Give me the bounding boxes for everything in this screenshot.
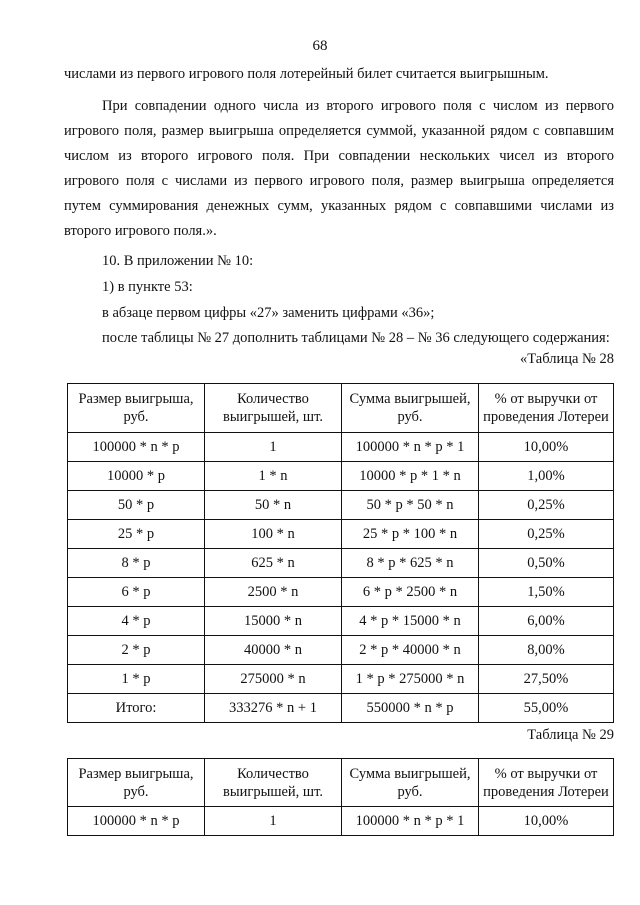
list-item-1: 1) в пункте 53:	[102, 279, 193, 295]
table-cell: 55,00%	[479, 694, 614, 723]
table-cell: 6 * p	[68, 578, 205, 607]
paragraph-line: числами из первого игрового поля лотерейный билет считается выигрышным.	[64, 66, 549, 82]
table-caption: «Таблица № 28	[520, 351, 614, 367]
table-caption: Таблица № 29	[527, 727, 614, 743]
table-28	[67, 383, 614, 723]
table-cell: 50 * n	[205, 491, 342, 520]
paragraph-line: после таблицы № 27 дополнить таблицами № 28 – № 36 следующего содержания:	[102, 330, 610, 346]
table-cell: 0,25%	[479, 520, 614, 549]
paragraph-line: путем суммирования денежных сумм, указанных рядом с совпавшими числами из	[64, 198, 614, 214]
table-cell: 275000 * n	[205, 665, 342, 694]
table-row	[68, 520, 614, 549]
paragraph-line: игрового поля с числами из первого игрового поля, размер выигрыша определяется	[64, 173, 614, 189]
header-cell: % от выручки от проведения Лотереи	[479, 759, 614, 807]
table-cell: 550000 * n * p	[342, 694, 479, 723]
table-cell: 27,50%	[479, 665, 614, 694]
table-cell: 10,00%	[479, 433, 614, 462]
header-cell: Размер выигрыша, руб.	[68, 759, 205, 807]
table-cell: 0,25%	[479, 491, 614, 520]
table-cell: 1 * p	[68, 665, 205, 694]
table-cell: 333276 * n + 1	[205, 694, 342, 723]
table-cell: 15000 * n	[205, 607, 342, 636]
table-header-row	[68, 384, 614, 433]
table-cell: 2500 * n	[205, 578, 342, 607]
table-cell: 1 * p * 275000 * n	[342, 665, 479, 694]
paragraph-line: второго игрового поля.».	[64, 223, 217, 239]
table-row	[68, 578, 614, 607]
table-cell: 1	[205, 807, 342, 836]
paragraph-line: игрового поля, размер выигрыша определяется суммой, указанной рядом с совпавшим	[64, 123, 614, 139]
table-row	[68, 462, 614, 491]
table-cell: 100000 * n * p	[68, 433, 205, 462]
table-cell: 1 * n	[205, 462, 342, 491]
table-cell: 100 * n	[205, 520, 342, 549]
table-cell: 10,00%	[479, 807, 614, 836]
table-cell: 8,00%	[479, 636, 614, 665]
table-cell: 1,50%	[479, 578, 614, 607]
header-cell: Сумма выигрышей, руб.	[342, 759, 479, 807]
header-cell: Размер выигрыша, руб.	[68, 384, 205, 433]
table-cell: 1	[205, 433, 342, 462]
table-row	[68, 665, 614, 694]
table-row	[68, 607, 614, 636]
table-row	[68, 807, 614, 836]
header-cell: % от выручки от проведения Лотереи	[479, 384, 614, 433]
table-cell: 6 * p * 2500 * n	[342, 578, 479, 607]
table-cell: 2 * p * 40000 * n	[342, 636, 479, 665]
header-cell: Количество выигрышей, шт.	[205, 759, 342, 807]
table-cell: 4 * p * 15000 * n	[342, 607, 479, 636]
table-total-row	[68, 694, 614, 723]
table-cell: 8 * p	[68, 549, 205, 578]
table-cell: 4 * p	[68, 607, 205, 636]
table-cell: 2 * p	[68, 636, 205, 665]
table-cell: 100000 * n * p * 1	[342, 807, 479, 836]
table-cell: 0,50%	[479, 549, 614, 578]
list-item-10: 10. В приложении № 10:	[102, 253, 254, 269]
table-cell: 100000 * n * p	[68, 807, 205, 836]
paragraph-line: При совпадении одного числа из второго игрового поля с числом из первого	[102, 98, 614, 114]
table-cell: 25 * p	[68, 520, 205, 549]
paragraph-line: числом из второго игрового поля. При совпадении нескольких чисел из второго	[64, 148, 614, 164]
table-cell: 40000 * n	[205, 636, 342, 665]
table-row	[68, 549, 614, 578]
table-cell: 50 * p	[68, 491, 205, 520]
table-cell: 50 * p * 50 * n	[342, 491, 479, 520]
table-row	[68, 491, 614, 520]
table-row	[68, 636, 614, 665]
table-header-row	[68, 759, 614, 807]
page-number: 68	[312, 38, 328, 54]
table-cell: 10000 * p * 1 * n	[342, 462, 479, 491]
table-cell: 25 * p * 100 * n	[342, 520, 479, 549]
header-cell: Количество выигрышей, шт.	[205, 384, 342, 433]
table-cell: 1,00%	[479, 462, 614, 491]
table-cell: Итого:	[68, 694, 205, 723]
table-cell: 10000 * p	[68, 462, 205, 491]
table-cell: 100000 * n * p * 1	[342, 433, 479, 462]
table-cell: 6,00%	[479, 607, 614, 636]
table-cell: 625 * n	[205, 549, 342, 578]
table-cell: 8 * p * 625 * n	[342, 549, 479, 578]
header-cell: Сумма выигрышей, руб.	[342, 384, 479, 433]
paragraph-line: в абзаце первом цифры «27» заменить цифрами «36»;	[102, 305, 435, 321]
table-29	[67, 758, 614, 836]
table-row	[68, 433, 614, 462]
